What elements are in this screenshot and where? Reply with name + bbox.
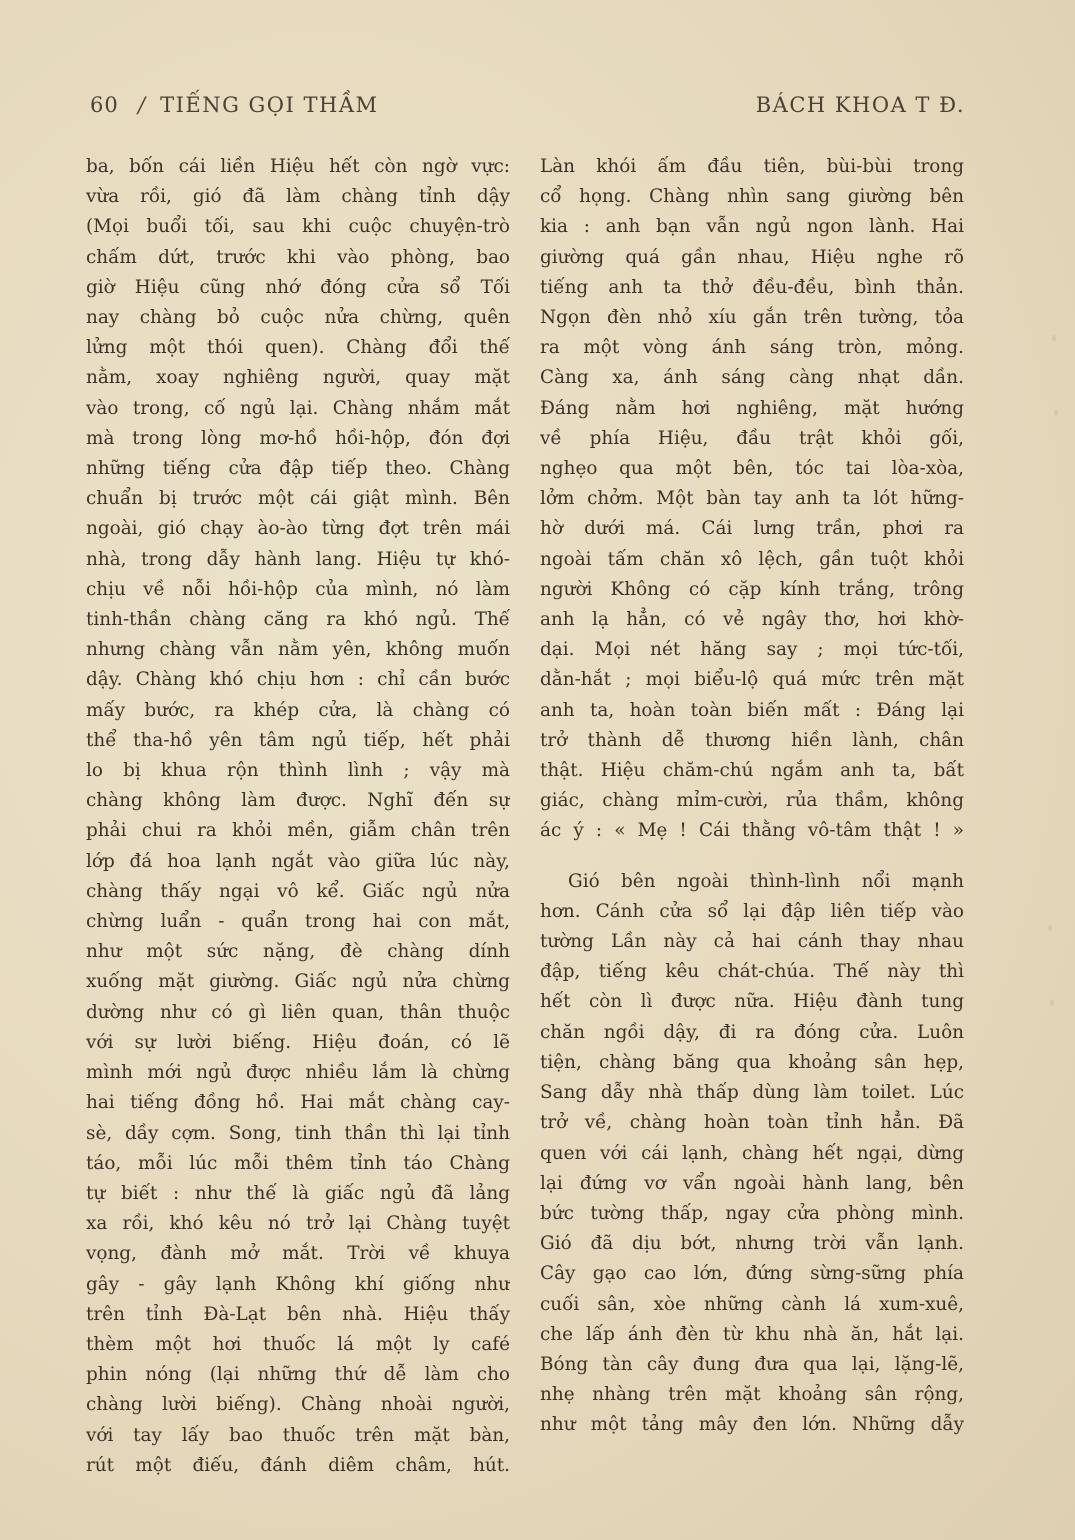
- text-line: phin nóng (lại những thứ dễ làm cho: [86, 1364, 510, 1386]
- text-line: dường như có gì liên quan, thân thuộc: [86, 1001, 510, 1023]
- text-line: giường quá gần nhau, Hiệu nghe rõ: [540, 246, 964, 268]
- text-line: tinh-thần chàng căng ra khó ngủ. Thế: [86, 609, 510, 631]
- text-line: chừng luẩn - quẩn trong hai con mắt,: [86, 911, 510, 933]
- text-line: lởm chởm. Một bàn tay anh ta lót hững-: [540, 488, 964, 510]
- text-line: Sang dẫy nhà thấp dùng làm toilet. Lúc: [540, 1082, 964, 1104]
- text-line: chăn ngồi dậy, đi ra đóng cửa. Luôn: [540, 1021, 964, 1043]
- text-line: quen với cái lạnh, chàng hết ngại, dừng: [540, 1142, 964, 1164]
- text-line: với sự lười biếng. Hiệu đoán, có lẽ: [86, 1031, 510, 1053]
- text-line: sè, dầy cợm. Song, tinh thần thì lại tỉnh: [86, 1122, 510, 1144]
- text-line: anh ta, hoàn toàn biến mất : Đáng lại: [540, 699, 964, 721]
- text-line: lo bị khua rộn thình lình ; vậy mà: [86, 760, 510, 782]
- text-line: xa rồi, khó kêu nó trở lại Chàng tuyệt: [86, 1213, 510, 1235]
- text-line: tiện, chàng băng qua khoảng sân hẹp,: [540, 1051, 964, 1073]
- left-text-column: [86, 152, 510, 1481]
- text-line: ra một vòng ánh sáng tròn, mỏng.: [540, 337, 964, 359]
- paper-speck: [1050, 1000, 1054, 1006]
- text-line: kia : anh bạn vẫn ngủ ngon lành. Hai: [540, 216, 964, 238]
- text-line: xuống mặt giường. Giấc ngủ nửa chừng: [86, 971, 510, 993]
- text-line: chàng thấy ngại vô kể. Giấc ngủ nửa: [86, 880, 510, 902]
- text-line: tường Lần này cả hai cánh thay nhau: [540, 931, 964, 953]
- text-line: chấm dứt, trước khi vào phòng, bao: [86, 246, 510, 268]
- text-line: Đáng nằm hơi nghiêng, mặt hướng: [540, 397, 964, 419]
- right-text-column: [540, 152, 964, 1441]
- text-line: cổ họng. Chàng nhìn sang giường bên: [540, 186, 964, 208]
- text-line: những tiếng cửa đập tiếp theo. Chàng: [86, 458, 510, 480]
- text-line: như một sức nặng, đè chàng dính: [86, 941, 510, 963]
- text-line: trên tỉnh Đà-Lạt bên nhà. Hiệu thấy: [86, 1303, 510, 1325]
- text-line: lửng một thói quen). Chàng đổi thế: [86, 337, 510, 359]
- text-line: Ngọn đèn nhỏ xíu gắn trên tường, tỏa: [540, 307, 964, 329]
- text-line: lớp đá hoa lạnh ngắt vào giữa lúc này,: [86, 850, 510, 872]
- text-line: bức tường thấp, ngay cửa phòng mình.: [540, 1202, 964, 1224]
- text-line: lại đứng vơ vẩn ngoài hành lang, bên: [540, 1172, 964, 1194]
- text-line: Làn khói ấm đầu tiên, bùi-bùi trong: [540, 156, 964, 177]
- text-line: dại. Mọi nét hăng say ; mọi tức-tối,: [540, 639, 964, 661]
- text-line: nhà, trong dẫy hành lang. Hiệu tự khó-: [86, 548, 510, 570]
- text-line: giờ Hiệu cũng nhớ đóng cửa sổ Tối: [86, 276, 510, 298]
- text-line: Gió đã dịu bớt, nhưng trời vẫn lạnh.: [540, 1233, 964, 1255]
- text-line: đập, tiếng kêu chát-chúa. Thế này thì: [540, 961, 964, 983]
- text-line: nằm, xoay nghiêng người, quay mặt: [86, 367, 510, 389]
- magazine-name: BÁCH KHOA T Đ.: [755, 93, 965, 117]
- text-line: Càng xa, ánh sáng càng nhạt dần.: [540, 367, 964, 389]
- text-line: như một tảng mây đen lớn. Những dẫy: [540, 1414, 964, 1436]
- text-line: tự biết : như thế là giấc ngủ đã lảng: [86, 1182, 510, 1204]
- header-separator: /: [138, 93, 147, 117]
- text-line: rút một điếu, đánh diêm châm, hút.: [86, 1454, 510, 1476]
- paper-speck: [1054, 410, 1058, 416]
- text-line: giác, chàng mỉm-cười, rủa thầm, không: [540, 790, 964, 812]
- text-line: nay chàng bỏ cuộc nửa chừng, quên: [86, 307, 510, 329]
- text-line: thèm một hơi thuốc lá một ly café: [86, 1333, 510, 1355]
- paper-speck: [1048, 925, 1052, 931]
- paragraph: [540, 152, 964, 847]
- paper-speck: [1052, 335, 1056, 341]
- text-line: trở về, chàng hoàn toàn tỉnh hẳn. Đã: [540, 1112, 964, 1134]
- text-line: trở thành dễ thương hiền lành, chân: [540, 729, 964, 751]
- text-line: với tay lấy bao thuốc trên mặt bàn,: [86, 1424, 510, 1446]
- text-line: hơn. Cánh cửa sổ lại đập liên tiếp vào: [540, 900, 964, 922]
- text-line: chịu về nỗi hồi-hộp của mình, nó làm: [86, 578, 510, 600]
- text-line: phải chui ra khỏi mền, giẫm chân trên: [86, 820, 510, 842]
- text-line: thể tha-hồ yên tâm ngủ tiếp, hết phải: [86, 729, 510, 751]
- text-line: thật. Hiệu chăm-chú ngắm anh ta, bất: [540, 760, 964, 782]
- text-line: táo, mỗi lúc mỗi thêm tỉnh táo Chàng: [86, 1152, 510, 1174]
- text-line: mấy bước, ra khép cửa, là chàng có: [86, 699, 510, 721]
- text-line: hết còn lì được nữa. Hiệu đành tung: [540, 991, 964, 1013]
- text-line: vừa rồi, gió đã làm chàng tỉnh dậy: [86, 186, 510, 208]
- text-line: nhẹ nhàng trên mặt khoảng sân rộng,: [540, 1384, 964, 1406]
- text-line: vào trong, cố ngủ lại. Chàng nhắm mắt: [86, 397, 510, 419]
- paragraph: [540, 867, 964, 1441]
- text-line: Gió bên ngoài thình-lình nổi mạnh: [568, 870, 964, 892]
- text-line: dằn-hắt ; mọi biểu-lộ quá mức trên mặt: [540, 669, 964, 691]
- text-line: nghẹo qua một bên, tóc tai lòa-xòa,: [540, 458, 964, 480]
- text-line: cuối sân, xòe những cành lá xum-xuê,: [540, 1293, 964, 1315]
- text-line: chuẩn bị trước một cái giật mình. Bên: [86, 488, 510, 510]
- text-line: (Mọi buổi tối, sau khi cuộc chuyện-trò: [86, 216, 510, 238]
- text-line: tiếng anh ta thở đều-đều, bình thản.: [540, 276, 964, 298]
- text-line: ngoài tấm chăn xô lệch, gần tuột khỏi: [540, 548, 964, 570]
- page-header: [90, 88, 965, 122]
- text-line: chàng lười biếng). Chàng nhoài người,: [86, 1394, 510, 1416]
- text-line: nhưng chàng vẫn nằm yên, không muốn: [86, 639, 510, 661]
- section-title: TIẾNG GỌI THẦM: [160, 93, 379, 117]
- text-line: Cây gạo cao lớn, đứng sừng-sững phía: [540, 1263, 964, 1285]
- text-line: ngoài, gió chạy ào-ào từng đợt trên mái: [86, 518, 510, 540]
- page-number: 60: [90, 93, 119, 117]
- text-line: hai tiếng đồng hồ. Hai mắt chàng cay-: [86, 1092, 510, 1114]
- text-line: mình mới ngủ được nhiều lắm là chừng: [86, 1062, 510, 1084]
- text-line: hờ dưới má. Cái lưng trần, phơi ra: [540, 518, 964, 540]
- text-line: anh lạ hẳn, có vẻ ngây thơ, hơi khờ-: [540, 609, 964, 631]
- text-line: chàng không làm được. Nghĩ đến sự: [86, 790, 510, 812]
- text-line: ba, bốn cái liền Hiệu hết còn ngờ vực:: [86, 156, 510, 177]
- text-line: mà trong lòng mơ-hồ hồi-hộp, đón đợi: [86, 427, 510, 449]
- text-line: về phía Hiệu, đầu trật khỏi gối,: [540, 427, 964, 449]
- text-line: Bóng tàn cây đung đưa qua lại, lặng-lẽ,: [540, 1353, 964, 1375]
- text-line: vọng, đành mở mắt. Trời về khuya: [86, 1243, 510, 1265]
- text-line: người Không có cặp kính trắng, trông: [540, 578, 964, 600]
- text-line: gây - gây lạnh Không khí giống như: [86, 1273, 510, 1295]
- text-line: che lấp ánh đèn từ khu nhà ăn, hắt lại.: [540, 1323, 964, 1345]
- text-line: dậy. Chàng khó chịu hơn : chỉ cần bước: [86, 669, 510, 691]
- text-line: ác ý : « Mẹ ! Cái thằng vô-tâm thật ! »: [540, 820, 964, 842]
